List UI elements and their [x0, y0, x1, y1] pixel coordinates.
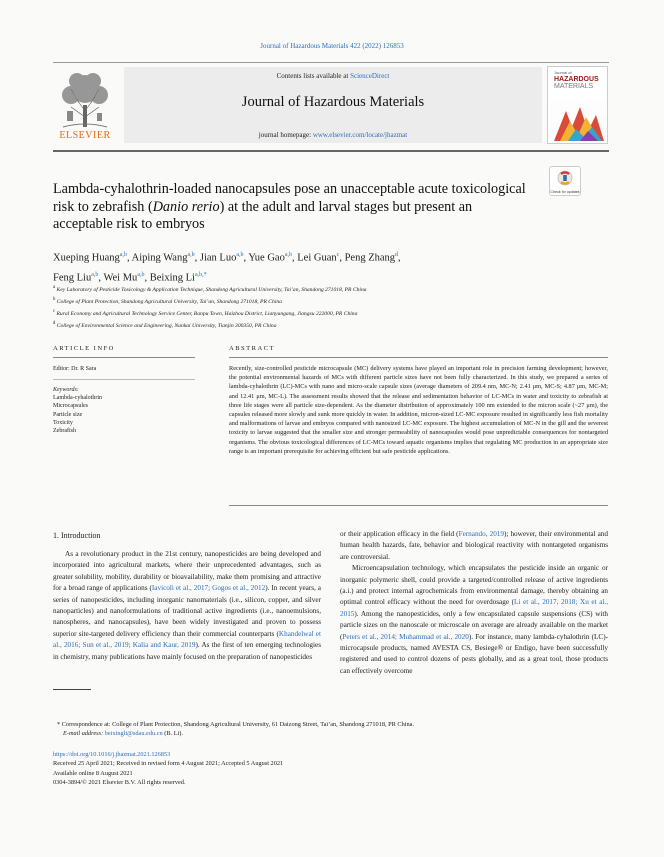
editor-line: Editor: Dr. R Sara: [53, 366, 97, 372]
citation-link[interactable]: Iavicoli et al., 2017; Gogos et al., 2012: [151, 584, 266, 593]
check-for-updates-button[interactable]: Check for updates: [549, 166, 581, 196]
footnote-rule: [53, 689, 91, 690]
affiliation-item: $^a$ Key Laboratory of Pesticide Toxicology & Application Technique, Shandong Agricultural University, Tai’an, Shandong 271018, PR China: [53, 285, 367, 293]
author-affiliation-marker[interactable]: a,b: [137, 271, 145, 278]
citation-link[interactable]: Khandelwal et al., 2016; Sun et al., 2019; Kalia and Kaur, 2019: [53, 629, 321, 650]
check-updates-icon: [550, 168, 580, 188]
abstract-heading: ABSTRACT: [229, 345, 275, 352]
article-info-heading: ARTICLE INFO: [53, 345, 115, 352]
editor-rule: [53, 379, 195, 380]
author-name[interactable]: Jian Luo: [199, 252, 237, 264]
contents-line: Contents lists available at ScienceDirect: [276, 72, 390, 80]
copyright-line: 0304-3894/© 2021 Elsevier B.V. All rights reserved.: [53, 779, 186, 787]
affiliation-item: $^b$ College of Plant Protection, Shandong Agricultural University, Tai’an, Shandong 271018, PR China: [53, 297, 282, 306]
cover-artwork: [550, 101, 606, 143]
keyword-item: Lambda-cyhalothrin: [53, 395, 102, 402]
keywords-list: [53, 394, 102, 435]
journal-cover-thumbnail: Journal of HAZARDOUS MATERIALS: [547, 66, 608, 144]
journal-citation-link[interactable]: Journal of Hazardous Materials 422 (2022) 126853: [260, 42, 404, 50]
publisher-wordmark: ELSEVIER: [59, 130, 111, 141]
journal-title: Journal of Hazardous Materials: [241, 94, 425, 110]
intro-left-column: [53, 549, 321, 663]
publication-info: [53, 750, 283, 788]
author-affiliation-marker[interactable]: a,b,*: [194, 271, 207, 278]
keyword-item: Particle size: [53, 411, 83, 418]
author-name[interactable]: Beixing Li: [149, 272, 195, 283]
article-info-rule: [53, 357, 195, 358]
keywords-label: Keywords:: [53, 387, 79, 393]
author-name[interactable]: Feng Liu: [53, 272, 92, 283]
received-dates: Received 25 April 2021; Received in revised form 4 August 2021; Accepted 5 August 2021: [53, 760, 284, 768]
doi-link[interactable]: https://doi.org/10.1016/j.jhazmat.2021.126853: [53, 751, 171, 758]
affiliation-list: [53, 283, 533, 332]
keyword-item: Microcapsules: [53, 403, 88, 410]
abstract-bottom-rule: [229, 505, 608, 506]
intro-right-column: [340, 529, 608, 677]
intro-paragraph-1: As a revolutionary product in the 21st century, nanopesticides are being developed and incorporated into agricultural markets, where their unprecedented advantages, such as greater solubility, mobility, durability or bioavailability, make them promising and attractive for a broad range of applications (Iavicoli et al., 2017; Gogos et al., 2012). In recent years, a series of nanopesticides, including inorganic nanomaterials (i.e., silicon, copper, and silver nanoparticles) and nanoformulations of traditional active ingredients (i.e., nanoemulsions, nanospheres, and nanocapsules), have been widely investigated and proven to possess superior site-targeted delivery efficiency than their commercial counterparts (Khandelwal et al., 2016; Sun et al., 2019; Kalia and Kaur, 2019). As the first of ten emerging technologies in chemistry, many publications have mainly focused on the preparation of nanopesticides: [53, 550, 322, 661]
homepage-line: journal homepage: www.elsevier.com/locate/jhazmat: [258, 131, 408, 139]
correspondence-footnote: * Correspondence at: College of Plant Protection, Shandong Agricultural University, 61 Daizong Street, Tai’an, Shandong 271018, PR China. E-mail address: beixingli@sdau.edu.cn (B. Li).: [57, 721, 415, 737]
author-affiliation-marker[interactable]: a,b: [91, 271, 99, 278]
intro-paragraph-2: Microencapsulation technology, which encapsulates the pesticide inside an organic or inorganic polymeric shell, could provide a targeted/controlled release of active ingredients (a.i.) and protect internal agrochemicals from environmental damage, thereby obtaining an optimal control efficacy without the need for overdosage (Li et al., 2017, 2018; Xu et al., 2015). Among the nanopesticides, only a few encapsulated capsule suspensions (CS) with particle sizes on the nanoscale or microscale on average are already available on the market (Peters et al., 2014; Muhammad et al., 2020). For instance, many lambda-cyhalothrin (LC)-microcapsule products, named AVESTA CS, Besiege® or Endigo, have been successfully registered and used to control dozens of pests globally, and as a great tool, those products can effectively overcome: [340, 564, 608, 675]
article-title: Lambda-cyhalothrin-loaded nanocapsules pose an unacceptable acute toxicological risk to zebrafish (Danio rerio) at the adult and larval stages but present an acceptable risk to embryos: [53, 181, 526, 232]
keywords-block: [53, 386, 102, 435]
header-bottom-rule: [53, 150, 609, 152]
author-affiliation-marker[interactable]: a,b: [284, 252, 293, 258]
header-top-rule: [53, 62, 609, 63]
author-list: Xueping Huang$^{a,b}$, Aiping Wang$^{a,b}$, Jian Luo$^{a,b}$, Yue Gao$^{a,b}$, Lei Guan$^c$, Peng Zhang$^d$, Feng Liu$^{a,b}$, Wei Mu$^{a,b}$, Beixing $Li^{a,b,*}$: [53, 252, 401, 283]
author-affiliation-marker[interactable]: d: [395, 252, 399, 258]
author-affiliation-marker[interactable]: a,b: [236, 252, 244, 258]
citation-link[interactable]: Li et al., 2017, 2018; Xu et al., 2015: [340, 598, 608, 618]
online-date: Available online 8 August 2021: [53, 769, 133, 777]
affiliation-item: $^d$ College of Environmental Science and Engineering, Nankai University, Tianjin 300350, PR China: [53, 321, 277, 330]
homepage-link[interactable]: www.elsevier.com/locate/jhazmat: [312, 131, 408, 139]
intro-paragraph-1-continued: or their application efficacy in the field (Fernando, 2019); however, their environmental and human health hazards, fate, behavior and biological reactivity with nontargeted organisms are controversial.: [340, 530, 608, 561]
sciencedirect-link[interactable]: ScienceDirect: [350, 72, 390, 80]
affiliation-item: $^c$ Rural Economy and Agricultural Technology Service Center, Banpu Town, Haizhou District, Lianyungang, Jiangsu 222000, PR China: [53, 309, 358, 318]
abstract-text: Recently, size-controlled pesticide microcapsule (MC) delivery systems have played an important role in precision farming development; however, the potential environmental hazards of MCs with different particle sizes have not been fully characterized. In this study, we prepared a series of lambda-cyhalothrin (LC)-MCs with nano and micro-scale capsule sizes (average diameters of 209.4 nm, MC-N; 2.41 μm, MC-S; 4.87 μm, MC-M; and 12.41 μm, MC-L). The assessment results showed that the release and sedimentation behavior of LC-MCs in water and toxicity to zebrafish at three life stages were all particle size-dependent. As the diameter distribution of approximately 100 nm extended to the micron scale (~27 μm), the capsules released more slowly and sunk more quickly in water. In addition, micron-sized LC-MC exposure resulted in significantly less fish mortality and malformations of larvae and embryos compared with nanosized LC-MC exposure. The highest accumulation of MC-N in the gill and the severest toxicity to larvae suggested that the smaller size and stronger permeability of nanocapsules would pose unpredictable consequences for nontargeted organisms. The obvious toxicological differences of LC-MCs toward aquatic organisms implies that regulating MC production in an appropriate size range is an important prerequisite for achieving efficient but safe pesticide applications.: [229, 365, 608, 455]
author-name[interactable]: Aiping Wang: [131, 252, 188, 264]
introduction-heading: 1. Introduction: [53, 531, 101, 540]
author-name[interactable]: Xueping Huang: [53, 252, 120, 264]
journal-header-box: [124, 67, 542, 143]
keyword-item: Toxicity: [53, 419, 73, 426]
author-name[interactable]: Wei Mu: [103, 272, 138, 283]
keyword-item: Zebrafish: [53, 428, 76, 435]
email-link[interactable]: beixingli@sdau.edu.cn: [104, 730, 163, 737]
author-affiliation-marker[interactable]: c: [336, 252, 340, 258]
author-name[interactable]: Lei Guan: [297, 252, 337, 264]
author-name[interactable]: Peng Zhang: [344, 252, 396, 264]
author-name[interactable]: Yue Gao: [248, 252, 285, 264]
author-affiliation-marker[interactable]: a,b: [119, 252, 127, 258]
citation-link[interactable]: Fernando, 2019: [458, 530, 504, 538]
citation-link[interactable]: Peters et al., 2014; Muhammad et al., 2020: [342, 632, 469, 641]
abstract-rule: [229, 357, 608, 358]
author-affiliation-marker[interactable]: a,b: [187, 252, 195, 258]
